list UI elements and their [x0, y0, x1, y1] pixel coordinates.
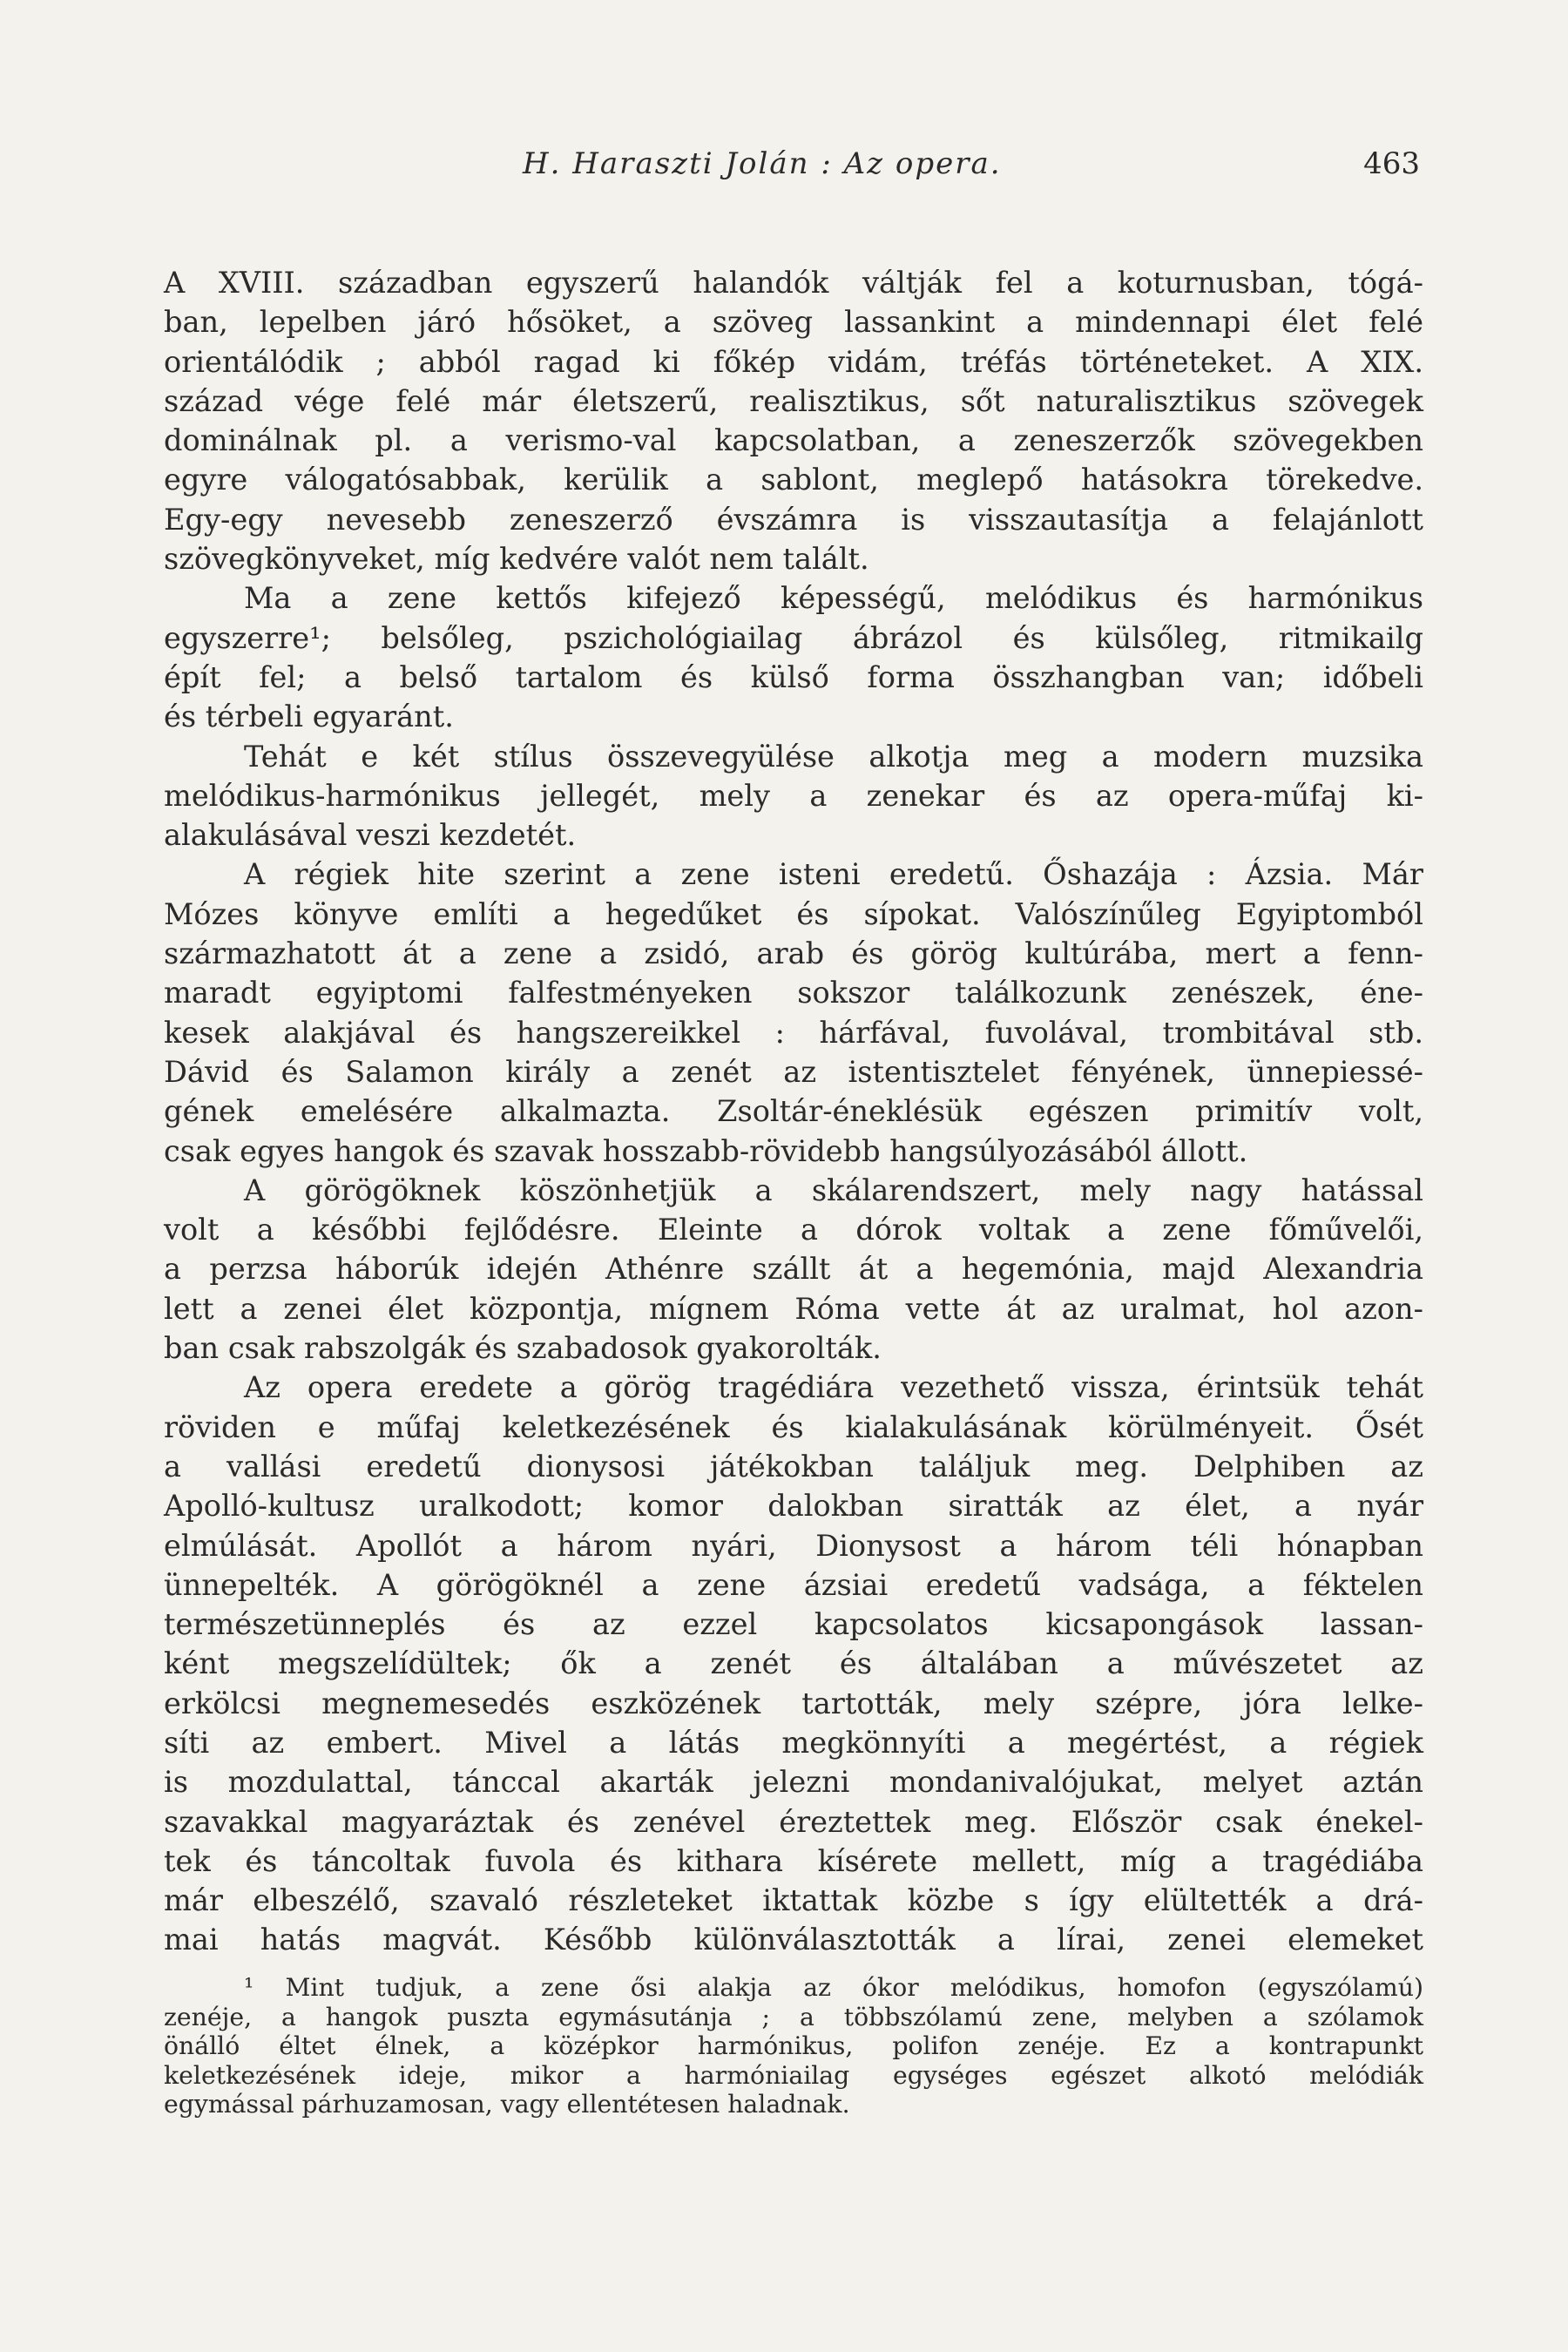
text-line: erkölcsi megnemesedés eszközének tartották, mely szépre, jóra lelke-	[164, 1686, 1423, 1720]
text-line: század vége felé már életszerű, realisztikus, sőt naturalisztikus szövegek	[164, 383, 1423, 418]
text-line: alakulásával veszi kezdetét.	[164, 818, 577, 853]
text-line: egyre válogatósabbak, kerülik a sablont, meglepő hatásokra törekedve.	[164, 463, 1423, 497]
paragraph-3	[164, 737, 1423, 855]
text-line: tek és táncoltak fuvola és kithara kísérete mellett, míg a tragédiába	[164, 1843, 1423, 1878]
text-line: Tehát e két stílus összevegyülése alkotja meg a modern muzsika	[244, 739, 1423, 774]
text-line: épít fel; a belső tartalom és külső forma összhangban van; időbeli	[164, 659, 1423, 694]
text-line: Dávid és Salamon király a zenét az istentisztelet fényének, ünnepiessé-	[164, 1054, 1423, 1089]
text-line: és térbeli egyaránt.	[164, 700, 454, 734]
text-line: kesek alakjával és hangszereikkel : hárfával, fuvolával, trombitával stb.	[164, 1015, 1423, 1050]
text-line: csak egyes hangok és szavak hosszabb-rövidebb hangsúlyozásából állott.	[164, 1133, 1248, 1168]
paragraph-4	[164, 855, 1423, 1170]
text-line: ként megszelídültek; ők a zenét és általában a művészetet az	[164, 1646, 1423, 1681]
text-line: már elbeszélő, szavaló részleteket iktattak közbe s így elültették a drá-	[164, 1883, 1423, 1918]
text-line: Egy-egy nevesebb zeneszerző évszámra is visszautasítja a felajánlott	[164, 502, 1423, 537]
text-line: Az opera eredete a görög tragédiára vezethető vissza, érintsük tehát	[244, 1370, 1423, 1405]
text-line: gének emelésére alkalmazta. Zsoltár-éneklésük egészen primitív volt,	[164, 1094, 1423, 1129]
text-line: a vallási eredetű dionysosi játékokban találjuk meg. Delphiben az	[164, 1449, 1423, 1484]
text-line: maradt egyiptomi falfestményeken sokszor találkozunk zenészek, éne-	[164, 976, 1423, 1010]
text-line: orientálódik ; abból ragad ki főkép vidám, tréfás történeteket. A XIX.	[164, 344, 1423, 379]
text-line: Ma a zene kettős kifejező képességű, melódikus és harmónikus	[244, 581, 1423, 616]
text-line: elmúlását. Apollót a három nyári, Dionysost a három téli hónapban	[164, 1528, 1423, 1563]
text-line: röviden e műfaj keletkezésének és kialakulásának körülményeit. Ősét	[164, 1409, 1423, 1444]
text-line: ban, lepelben járó hősöket, a szöveg lassankint a mindennapi élet felé	[164, 305, 1423, 340]
running-header	[523, 146, 1420, 190]
text-line: A görögöknek köszönhetjük a skálarendszert, mely nagy hatással	[244, 1173, 1423, 1207]
text-line: A régiek hite szerint a zene isteni eredetű. Őshazája : Ázsia. Már	[244, 857, 1423, 892]
text-line: természetünneplés és az ezzel kapcsolatos kicsapongások lassan-	[164, 1607, 1423, 1642]
text-line: A XVIII. században egyszerű halandók váltják fel a koturnusban, tógá-	[164, 266, 1423, 300]
text-line: Apolló-kultusz uralkodott; komor dalokban siratták az élet, a nyár	[164, 1489, 1423, 1524]
paragraph-1	[164, 263, 1423, 578]
text-line: volt a későbbi fejlődésre. Eleinte a dórok voltak a zene főművelői,	[164, 1213, 1423, 1247]
page-number: 463	[1363, 146, 1420, 181]
running-title: H. Haraszti Jolán : Az opera.	[523, 146, 1002, 181]
text-line: is mozdulattal, tánccal akarták jelezni mondanivalójukat, melyet aztán	[164, 1765, 1423, 1800]
footnote-line: keletkezésének ideje, mikor a harmóniailag egységes egészet alkotó melódiák	[164, 2060, 1423, 2090]
text-line: egyszerre¹; belsőleg, pszichológiailag ábrázol és külsőleg, ritmikailg	[164, 620, 1423, 655]
footnote-text: Mint tudjuk, a zene ősi alakja az ókor melódikus, homofon (egyszólamú)	[285, 1973, 1423, 2002]
text-line: szavakkal magyaráztak és zenével éreztettek meg. Először csak énekel-	[164, 1804, 1423, 1839]
footnote-line: önálló éltet élnek, a középkor harmónikus, polifon zenéje. Ez a kontrapunkt	[164, 2031, 1423, 2060]
footnote-line: zenéje, a hangok puszta egymásutánja ; a többszólamú zene, melyben a szólamok	[164, 2002, 1423, 2031]
text-line: ban csak rabszolgák és szabadosok gyakorolták.	[164, 1331, 882, 1366]
footnote-line: egymással párhuzamosan, vagy ellentétesen haladnak.	[164, 2090, 850, 2119]
text-line: ünnepelték. A görögöknél a zene ázsiai eredetű vadsága, a féktelen	[164, 1567, 1423, 1602]
footnote	[164, 1973, 1423, 2119]
text-line: dominálnak pl. a verismo-val kapcsolatban, a zeneszerzők szövegekben	[164, 423, 1423, 458]
paragraph-5	[164, 1171, 1423, 1368]
text-line: síti az embert. Mivel a látás megkönnyíti a megértést, a régiek	[164, 1725, 1423, 1760]
text-line: melódikus-harmónikus jellegét, mely a zenekar és az opera-műfaj ki-	[164, 778, 1423, 813]
main-text	[164, 263, 1423, 1960]
text-line: származhatott át a zene a zsidó, arab és görög kultúrába, mert a fenn-	[164, 936, 1423, 971]
text-line: Mózes könyve említi a hegedűket és sípokat. Valószínűleg Egyiptomból	[164, 896, 1423, 931]
text-line: szövegkönyveket, míg kedvére valót nem talált.	[164, 542, 869, 577]
text-line: mai hatás magvát. Később különválasztották a lírai, zenei elemeket	[164, 1923, 1423, 1957]
paragraph-6	[164, 1368, 1423, 1959]
text-line: lett a zenei élet központja, mígnem Róma vette át az uralmat, hol azon-	[164, 1291, 1423, 1326]
paragraph-2	[164, 578, 1423, 736]
footnote-line	[164, 1973, 1423, 2003]
text-line: a perzsa háborúk idején Athénre szállt át a hegemónia, majd Alexandria	[164, 1252, 1423, 1287]
footnote-marker: ¹	[244, 1973, 254, 2002]
